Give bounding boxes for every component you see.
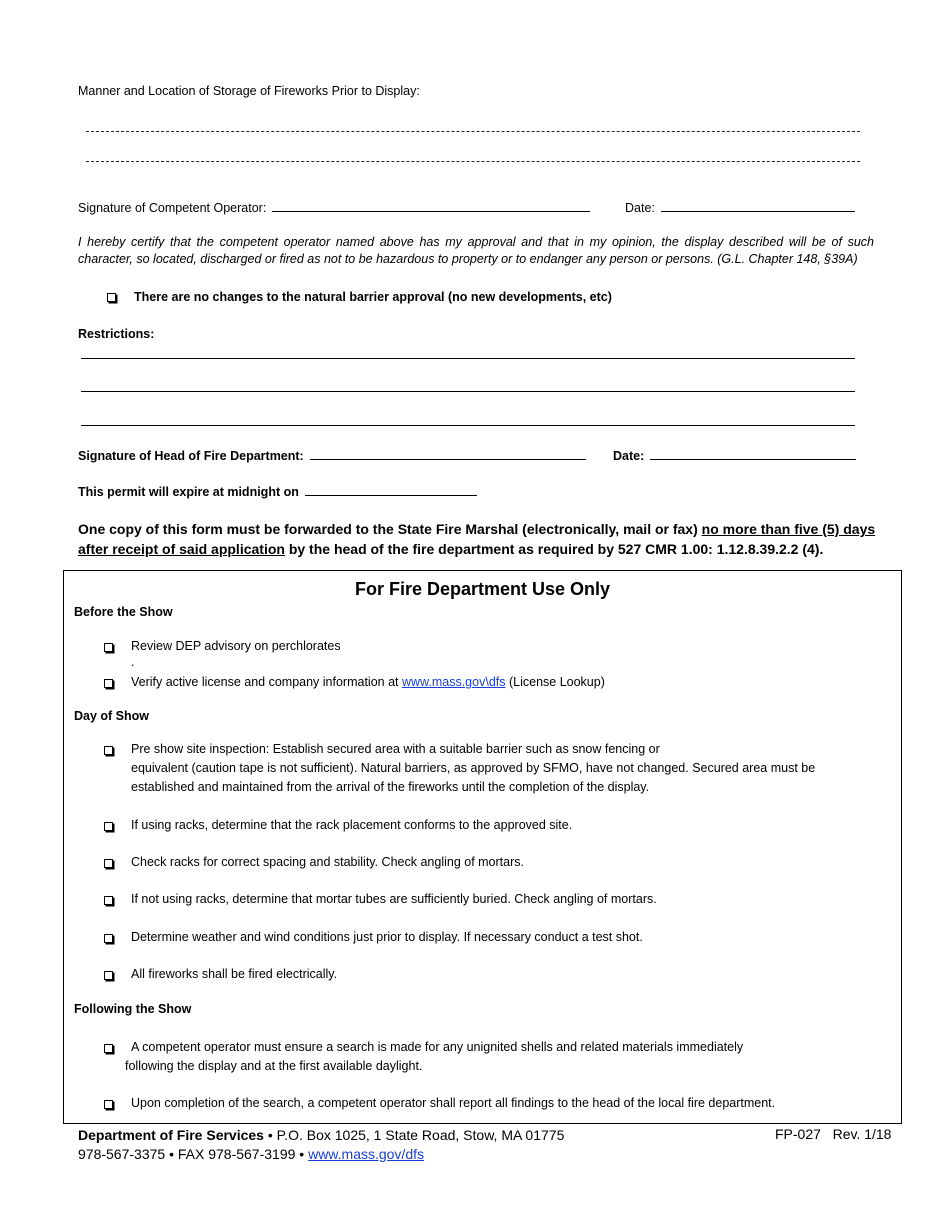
before-item-2-text: Verify active license and company information at <box>131 675 402 689</box>
before-item-2-checkbox-icon[interactable] <box>104 679 113 688</box>
day-item-3: Check racks for correct spacing and stability. Check angling of mortars. <box>131 855 524 869</box>
forwarding-notice <box>78 519 878 559</box>
follow-item-1-checkbox-icon[interactable] <box>104 1044 113 1053</box>
day-item-6: All fireworks shall be fired electrically. <box>131 967 338 981</box>
follow-item-1-line-2: following the display and at the first available daylight. <box>125 1059 423 1073</box>
day-item-1-checkbox-icon[interactable] <box>104 746 113 755</box>
day-of-show-heading: Day of Show <box>74 709 150 723</box>
before-item-1-checkbox-icon[interactable] <box>104 643 113 652</box>
day-item-4: If not using racks, determine that mortar tubes are sufficiently buried. Check angling of mortars. <box>131 892 657 906</box>
storage-line-1[interactable] <box>86 131 860 132</box>
footer-phone: 978-567-3375 • FAX 978-567-3199 • <box>78 1146 309 1162</box>
footer-website-link[interactable]: www.mass.gov/dfs <box>308 1146 425 1162</box>
notice-part2: by the head of the fire department as required by 527 CMR 1.00: 1.12.8.39.2.2 (4). <box>284 541 824 557</box>
day-item-5-checkbox-icon[interactable] <box>104 934 113 943</box>
day-item-1-line-1: Pre show site inspection: Establish secured area with a suitable barrier such as snow fencing or <box>131 742 660 756</box>
storage-label: Manner and Location of Storage of Fireworks Prior to Display: <box>78 84 420 98</box>
footer-address: • P.O. Box 1025, 1 State Road, Stow, MA 01775 <box>263 1127 565 1143</box>
storage-line-2[interactable] <box>86 161 860 162</box>
restrictions-label: Restrictions: <box>78 327 155 341</box>
head-signature-label: Signature of Head of Fire Department: <box>78 449 304 463</box>
day-item-4-checkbox-icon[interactable] <box>104 896 113 905</box>
certification-text: I hereby certify that the competent operator named above has my approval and that in my opinion, the display described will be of such character, so located, discharged or fired as not to be hazardous to property or to endanger any person or persons. (G.L. Chapter 148, §39A) <box>78 235 874 266</box>
day-item-2: If using racks, determine that the rack placement conforms to the approved site. <box>131 818 573 832</box>
day-item-6-checkbox-icon[interactable] <box>104 971 113 980</box>
operator-signature-row <box>78 199 590 215</box>
follow-item-1-line-1: A competent operator must ensure a search is made for any unignited shells and related materials immediately <box>131 1040 744 1054</box>
before-show-heading: Before the Show <box>74 605 173 619</box>
footer <box>78 1126 564 1164</box>
before-item-2-suffix: (License Lookup) <box>505 675 605 689</box>
barrier-checkbox-icon[interactable] <box>107 293 116 302</box>
fd-box-title: For Fire Department Use Only <box>354 579 611 599</box>
license-lookup-link[interactable]: www.mass.gov\dfs <box>401 675 506 689</box>
footer-dept: Department of Fire Services <box>78 1127 264 1143</box>
barrier-checkbox-label: There are no changes to the natural barrier approval (no new developments, etc) <box>134 290 612 304</box>
before-item-1: Review DEP advisory on perchlorates <box>131 639 341 653</box>
head-signature-field[interactable] <box>310 447 586 460</box>
day-item-5: Determine weather and wind conditions just prior to display. If necessary conduct a test shot. <box>131 930 643 944</box>
head-signature-row <box>78 447 586 463</box>
follow-item-2-checkbox-icon[interactable] <box>104 1100 113 1109</box>
stray-dot: . <box>131 655 135 669</box>
restrictions-line-3[interactable] <box>81 425 855 426</box>
fire-department-box <box>63 570 902 1124</box>
day-item-2-checkbox-icon[interactable] <box>104 822 113 831</box>
restrictions-line-1[interactable] <box>81 358 855 359</box>
before-item-2 <box>131 673 605 692</box>
footer-line-1 <box>78 1126 564 1145</box>
head-date-label: Date: <box>613 449 645 463</box>
notice-underlined: no more than five (5) days after receipt of said application <box>78 521 876 557</box>
expire-row <box>78 483 477 499</box>
follow-item-2: Upon completion of the search, a competent operator shall report all findings to the head of the local fire department. <box>131 1096 776 1110</box>
day-item-1-line-2: equivalent (caution tape is not sufficient). Natural barriers, as approved by SFMO, have not changed. Secured area must be <box>131 761 816 775</box>
notice-part1: One copy of this form must be forwarded to the State Fire Marshal (electronically, mail or fax) <box>78 521 702 537</box>
expire-date-field[interactable] <box>305 483 477 496</box>
head-date-row <box>613 447 856 463</box>
operator-signature-field[interactable] <box>272 199 590 212</box>
day-item-1-line-3: established and maintained from the arrival of the fireworks until the completion of the display. <box>131 780 650 794</box>
head-date-field[interactable] <box>650 447 856 460</box>
restrictions-line-2[interactable] <box>81 391 855 392</box>
operator-date-row <box>625 199 855 215</box>
day-item-3-checkbox-icon[interactable] <box>104 859 113 868</box>
following-show-heading: Following the Show <box>74 1002 192 1016</box>
operator-date-label: Date: <box>625 201 655 215</box>
operator-signature-label: Signature of Competent Operator: <box>78 201 267 215</box>
form-id: FP-027 Rev. 1/18 <box>775 1126 892 1142</box>
footer-line-2 <box>78 1145 564 1164</box>
operator-date-field[interactable] <box>661 199 855 212</box>
expire-label: This permit will expire at midnight on <box>78 485 299 499</box>
